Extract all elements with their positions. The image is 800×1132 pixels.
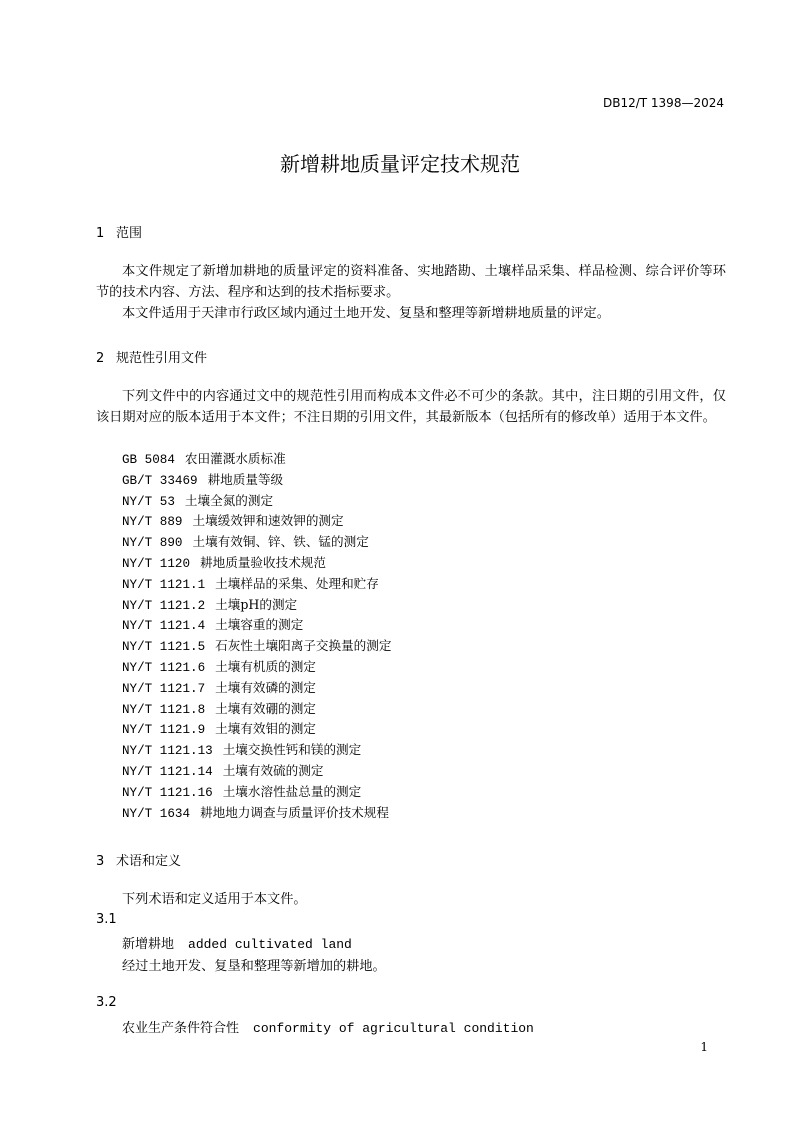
reference-item	[122, 491, 391, 512]
reference-title: 石灰性土壤阳离子交换量的测定	[215, 638, 392, 654]
reference-code: GB/T 33469	[122, 473, 198, 488]
reference-item	[122, 699, 391, 720]
reference-item	[122, 553, 391, 574]
reference-item	[122, 657, 391, 678]
reference-item	[122, 678, 391, 699]
reference-code: NY/T 1121.9	[122, 723, 206, 738]
reference-item	[122, 449, 391, 470]
reference-code: NY/T 1121.5	[122, 640, 206, 655]
reference-title: 耕地地力调查与质量评价技术规程	[200, 804, 389, 820]
document-number: DB12/T 1398—2024	[602, 96, 724, 110]
reference-title: 土壤有效磷的测定	[215, 679, 316, 695]
reference-title: 土壤样品的采集、处理和贮存	[215, 575, 379, 591]
reference-item	[122, 595, 391, 616]
reference-item	[122, 511, 391, 532]
term-heading	[122, 1017, 534, 1036]
reference-item	[122, 470, 391, 491]
section-number: 1	[96, 226, 105, 241]
term-definition: 经过土地开发、复垦和整理等新增加的耕地。	[122, 959, 386, 974]
reference-code: NY/T 53	[122, 494, 175, 509]
section-number: 3	[96, 854, 105, 869]
term-number: 3.2	[96, 995, 117, 1010]
terms-intro-paragraph: 下列术语和定义适用于本文件。	[122, 892, 307, 907]
reference-title: 土壤有机质的测定	[215, 658, 316, 674]
section-3-heading	[96, 850, 181, 869]
reference-title: 土壤有效硫的测定	[222, 762, 324, 778]
section-2-heading	[96, 347, 207, 366]
reference-title: 耕地质量等级	[207, 471, 284, 487]
reference-code: GB 5084	[122, 453, 175, 467]
reference-title: 农田灌溉水质标准	[184, 451, 286, 466]
term-number: 3.1	[96, 912, 117, 927]
scope-paragraph-1: 本文件规定了新增加耕地的质量评定的资料准备、实地踏勘、土壤样品采集、样品检测、综合评价等环节的技术内容、方法、程序和达到的技术指标要求。	[96, 264, 726, 300]
reference-title: 耕地质量验收技术规范	[200, 554, 326, 570]
reference-item	[122, 532, 391, 553]
reference-item	[122, 636, 391, 657]
reference-title: 土壤有效硼的测定	[215, 700, 316, 716]
reference-list	[122, 449, 391, 823]
section-title: 规范性引用文件	[116, 351, 208, 366]
reference-code: NY/T 1121.2	[122, 598, 206, 613]
reference-code: NY/T 1121.13	[122, 744, 213, 759]
reference-code: NY/T 1121.14	[122, 764, 213, 779]
reference-title: 土壤有效铜、锌、铁、锰的测定	[192, 534, 369, 550]
section-title: 术语和定义	[116, 854, 182, 869]
reference-title: 土壤有效钼的测定	[215, 721, 316, 737]
section-number: 2	[96, 351, 105, 366]
page-number: 1	[700, 1040, 708, 1054]
reference-item	[122, 803, 391, 824]
reference-code: NY/T 1121.8	[122, 702, 206, 717]
reference-code: NY/T 1121.6	[122, 660, 206, 675]
reference-code: NY/T 1634	[122, 806, 191, 821]
reference-item	[122, 719, 391, 740]
scope-paragraph-2: 本文件适用于天津市行政区域内通过土地开发、复垦和整理等新增耕地质量的评定。	[122, 306, 610, 321]
reference-code: NY/T 1121.1	[122, 577, 206, 592]
page-title: 新增耕地质量评定技术规范	[280, 152, 520, 176]
reference-code: NY/T 1121.16	[122, 785, 213, 800]
section-1-heading	[96, 222, 142, 241]
reference-title: 土壤全氮的测定	[184, 492, 274, 508]
reference-code: NY/T 1120	[122, 556, 191, 571]
reference-item	[122, 761, 391, 782]
reference-item	[122, 615, 391, 636]
reference-title: 土壤缓效钾和速效钾的测定	[192, 513, 344, 529]
reference-title: 土壤容重的测定	[215, 617, 304, 633]
reference-code: NY/T 890	[122, 536, 183, 551]
reference-title: 土壤pH的测定	[215, 596, 298, 612]
section-title: 范围	[116, 226, 143, 241]
reference-item	[122, 782, 391, 803]
term-heading	[122, 933, 352, 952]
term-english: added cultivated land	[188, 937, 352, 952]
reference-code: NY/T 1121.7	[122, 681, 206, 696]
term-english: conformity of agricultural condition	[253, 1021, 534, 1036]
term-chinese: 农业生产条件符合性	[122, 1021, 240, 1036]
reference-item	[122, 574, 391, 595]
term-chinese: 新增耕地	[122, 937, 175, 952]
references-intro-paragraph: 下列文件中的内容通过文中的规范性引用而构成本文件必不可少的条款。其中，注日期的引用文件，仅该日期对应的版本适用于本文件；不注日期的引用文件，其最新版本（包括所有的修改单）适用于本文件。	[96, 389, 726, 425]
reference-title: 土壤水溶性盐总量的测定	[222, 783, 362, 799]
reference-title: 土壤交换性钙和镁的测定	[222, 742, 362, 758]
reference-code: NY/T 1121.4	[122, 619, 206, 634]
reference-item	[122, 740, 391, 761]
reference-code: NY/T 889	[122, 515, 183, 530]
